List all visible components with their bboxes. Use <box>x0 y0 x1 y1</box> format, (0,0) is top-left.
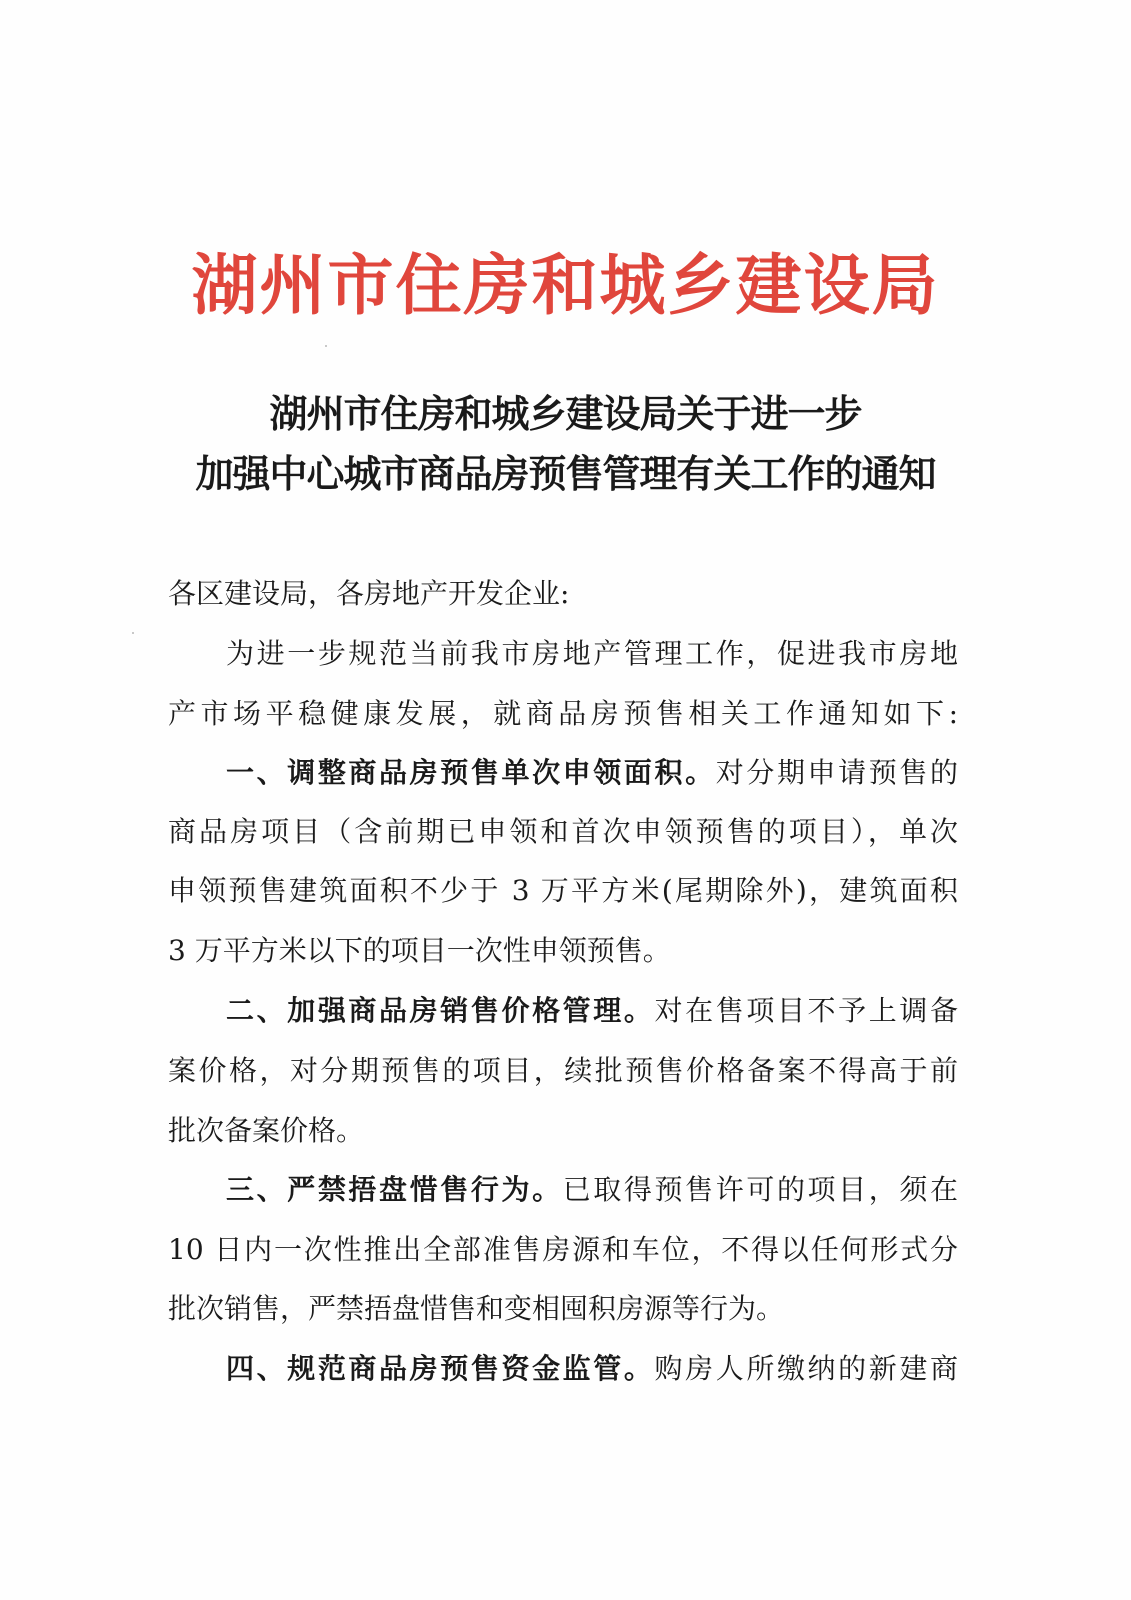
item-3-line-3: 批次销售，严禁捂盘惜售和变相囤积房源等行为。 <box>168 1292 785 1325</box>
item-4-heading: 四、规范商品房预售资金监管。 <box>226 1352 655 1385</box>
item-3-heading: 三、严禁捂盘惜售行为。 <box>226 1173 563 1206</box>
item-1-heading: 一、调整商品房预售单次申领面积。 <box>226 756 716 789</box>
scan-speck <box>325 345 327 347</box>
item-2-first-line-text: 对在售项目不予上调备 <box>654 994 958 1027</box>
issuer-masthead: 湖州市住房和城乡建设局 <box>191 246 940 324</box>
item-1-line-4: 3 万平方米以下的项目一次性申领预售。 <box>168 934 671 967</box>
salutation: 各区建设局，各房地产开发企业: <box>168 577 570 610</box>
item-1-line-3: 申领预售建筑面积不少于 3 万平方米(尾期除外)，建筑面积 <box>168 874 958 907</box>
intro-line-1: 为进一步规范当前我市房地产管理工作，促进我市房地 <box>226 637 958 670</box>
item-3-first-line-text: 已取得预售许可的项目，须在 <box>562 1173 958 1206</box>
scan-speck <box>132 632 134 634</box>
item-4-first-line <box>226 1352 958 1385</box>
item-4-first-line-text: 购房人所缴纳的新建商 <box>654 1352 958 1385</box>
item-2-heading: 二、加强商品房销售价格管理。 <box>226 994 655 1027</box>
item-2-first-line <box>226 994 958 1027</box>
item-3-line-2: 10 日内一次性推出全部准售房源和车位，不得以任何形式分 <box>168 1233 958 1266</box>
item-1-first-line-text: 对分期申请预售的 <box>715 756 958 789</box>
document-title-line-1: 湖州市住房和城乡建设局关于进一步 <box>269 391 862 436</box>
document-title-line-2: 加强中心城市商品房预售管理有关工作的通知 <box>195 451 936 496</box>
item-1-line-2: 商品房项目（含前期已申领和首次申领预售的项目），单次 <box>168 815 958 848</box>
item-3-first-line <box>226 1173 958 1206</box>
item-1-first-line <box>226 756 958 789</box>
intro-line-2: 产市场平稳健康发展，就商品房预售相关工作通知如下: <box>168 697 958 730</box>
item-2-line-2: 案价格，对分期预售的项目，续批预售价格备案不得高于前 <box>168 1054 958 1087</box>
item-2-line-3: 批次备案价格。 <box>168 1114 365 1147</box>
